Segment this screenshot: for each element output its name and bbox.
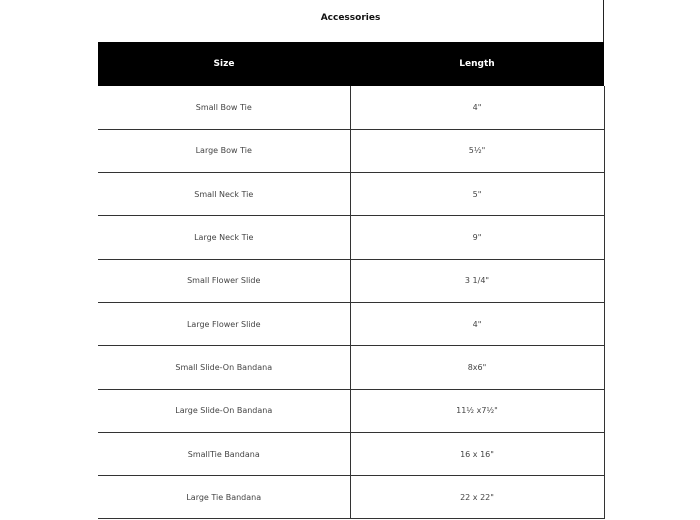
table-body [98, 86, 604, 519]
size-cell: Large Tie Bandana [98, 476, 350, 519]
table-row [98, 86, 604, 129]
length-cell: 5" [350, 173, 604, 216]
vertical-divider [603, 0, 604, 42]
size-cell: Small Flower Slide [98, 259, 350, 302]
length-cell: 22 x 22" [350, 476, 604, 519]
length-cell: 16 x 16" [350, 432, 604, 475]
length-cell: 8x6" [350, 346, 604, 389]
table-row [98, 173, 604, 216]
length-cell: 4" [350, 302, 604, 345]
size-cell: Small Neck Tie [98, 173, 350, 216]
table-row [98, 346, 604, 389]
size-cell: Large Slide-On Bandana [98, 389, 350, 432]
size-cell: Large Flower Slide [98, 302, 350, 345]
size-cell: Large Neck Tie [98, 216, 350, 259]
table-row [98, 389, 604, 432]
length-cell: 3 1/4" [350, 259, 604, 302]
size-cell: Small Slide-On Bandana [98, 346, 350, 389]
length-column-header: Length [350, 42, 604, 86]
accessories-size-table [98, 42, 605, 519]
length-cell: 4" [350, 86, 604, 129]
length-cell: 5½" [350, 129, 604, 172]
table-row [98, 432, 604, 475]
size-column-header: Size [98, 42, 350, 86]
table-row [98, 216, 604, 259]
length-cell: 9" [350, 216, 604, 259]
header-row [98, 42, 604, 86]
table-header [98, 42, 604, 86]
size-cell: Large Bow Tie [98, 129, 350, 172]
size-cell: SmallTie Bandana [98, 432, 350, 475]
length-cell: 11½ x7½" [350, 389, 604, 432]
size-cell: Small Bow Tie [98, 86, 350, 129]
table-row [98, 259, 604, 302]
table-row [98, 302, 604, 345]
table-row [98, 129, 604, 172]
table-row [98, 476, 604, 519]
table-title: Accessories [320, 13, 381, 23]
